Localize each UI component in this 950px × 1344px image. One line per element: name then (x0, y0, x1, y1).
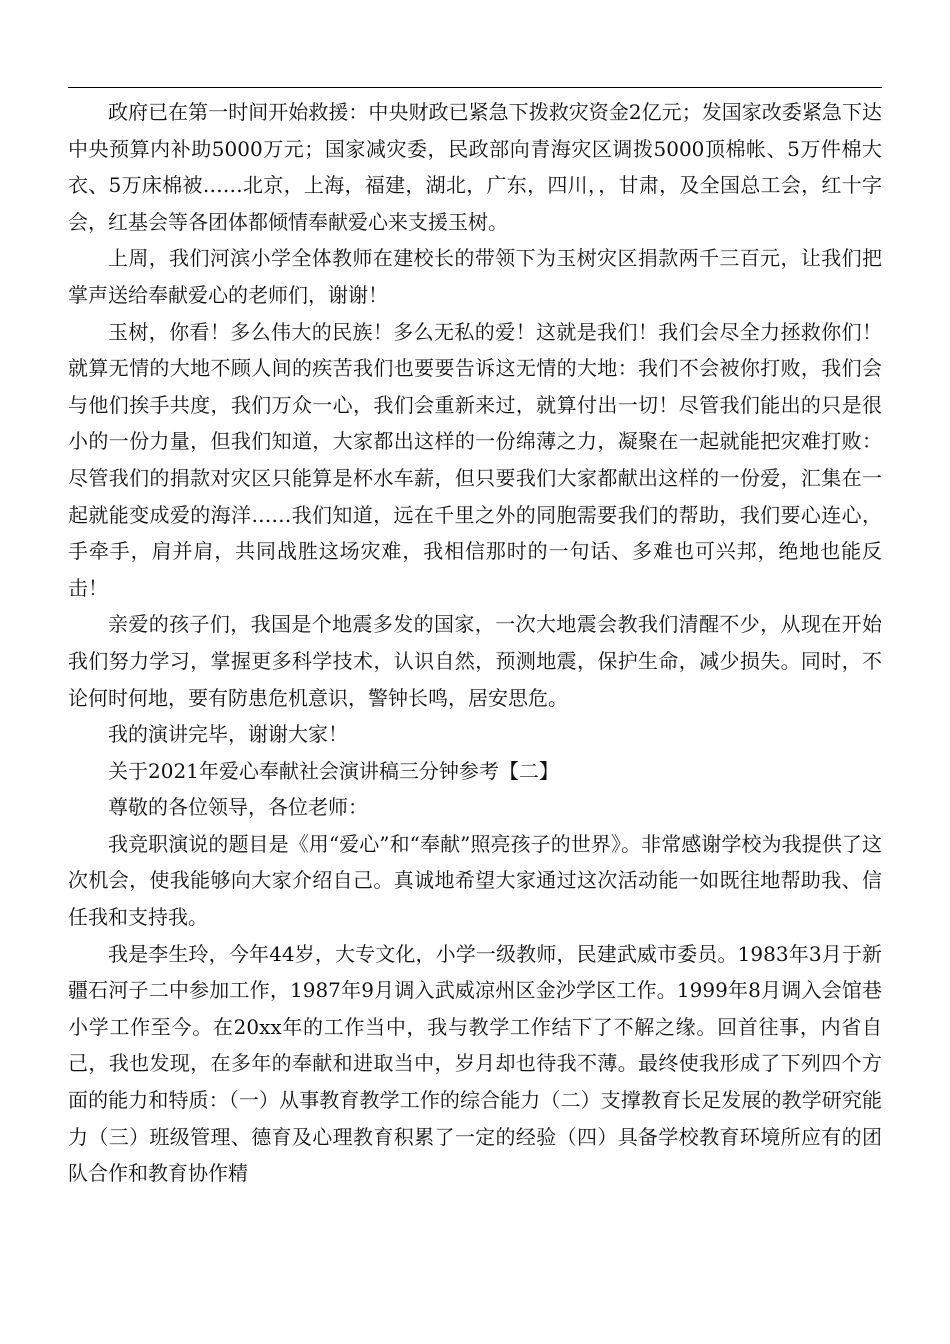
paragraph-speech-topic: 我竞职演说的题目是《用“爱心”和“奉献”照亮孩子的世界》。非常感谢学校为我提供了这次机会，使我能够向大家介绍自己。真诚地希望大家通过这次活动能一如既往地帮助我、信任我和支持我。 (68, 831, 882, 930)
paragraph-salutation: 尊敬的各位领导，各位老师： (108, 795, 368, 820)
paragraph-yushu-appeal: 玉树，你看！多么伟大的民族！多么无私的爱！这就是我们！我们会尽全力拯救你们！就算无情的大地不顾人间的疾苦我们也要要告诉这无情的大地：我们不会被你打败，我们会与他们挨手共度，我们万众一心，我们会重新来过，就算付出一切！尽管我们能出的只是很小的一份力量，但我们知道，大家都出这样的一份绵薄之力，凝聚在一起就能把灾难打败：尽管我们的捐款对灾区只能算是杯水车薪，但只要我们大家都献出这样的一份爱，汇集在一起就能变成爱的海洋……我们知道，远在千里之外的同胞需要我们的帮助，我们要心连心，手牵手，肩并肩，共同战胜这场灾难，我相信那时的一句话、多难也可兴邦，绝地也能反击！ (68, 319, 882, 600)
paragraph-self-introduction: 我是李生玲，今年44岁，大专文化，小学一级教师，民建武威市委员。1983年3月于新疆石河子二中参加工作，1987年9月调入武威凉州区金沙学区工作。1999年8月调入会馆巷小学工作至今。在20xx年的工作当中，我与教学工作结下了不解之缘。回首往事，内省自己，我也发现，在多年的奉献和进取当中，岁月却也待我不薄。最终使我形成了下列四个方面的能力和特质：（一）从事教育教学工作的综合能力（二）支撑教育长足发展的教学研究能力（三）班级管理、德育及心理教育积累了一定的经验（四）具备学校教育环境所应有的团队合作和教育协作精 (68, 941, 882, 1186)
paragraph-school-donation: 上周，我们河滨小学全体教师在建校长的带领下为玉树灾区捐款两千三百元，让我们把掌声送给奉献爱心的老师们，谢谢！ (68, 246, 882, 307)
paragraph-speech-closing: 我的演讲完毕，谢谢大家！ (108, 722, 348, 747)
document-body (68, 94, 882, 1192)
paragraph-children-advice: 亲爱的孩子们，我国是个地震多发的国家，一次大地震会教我们清醒不少，从现在开始我们努力学习，掌握更多科学技术，认识自然，预测地震，保护生命，减少损失。同时，不论何时何地，要有防患危机意识，警钟长鸣，居安思危。 (68, 612, 882, 710)
section-heading: 关于2021年爱心奉献社会演讲稿三分钟参考【二】 (108, 758, 559, 783)
paragraph-relief-funds: 政府已在第一时间开始救援：中央财政已紧急下拨救灾资金2亿元；发国家改委紧急下达中央预算内补助5000万元；国家减灾委，民政部向青海灾区调拨5000顶棉帐、5万件棉大衣、5万床棉被……北京，上海，福建，湖北，广东，四川，，甘肃，及全国总工会，红十字会，红基会等各团体都倾情奉献爱心来支援玉树。 (68, 100, 882, 234)
header-rule (68, 87, 882, 88)
